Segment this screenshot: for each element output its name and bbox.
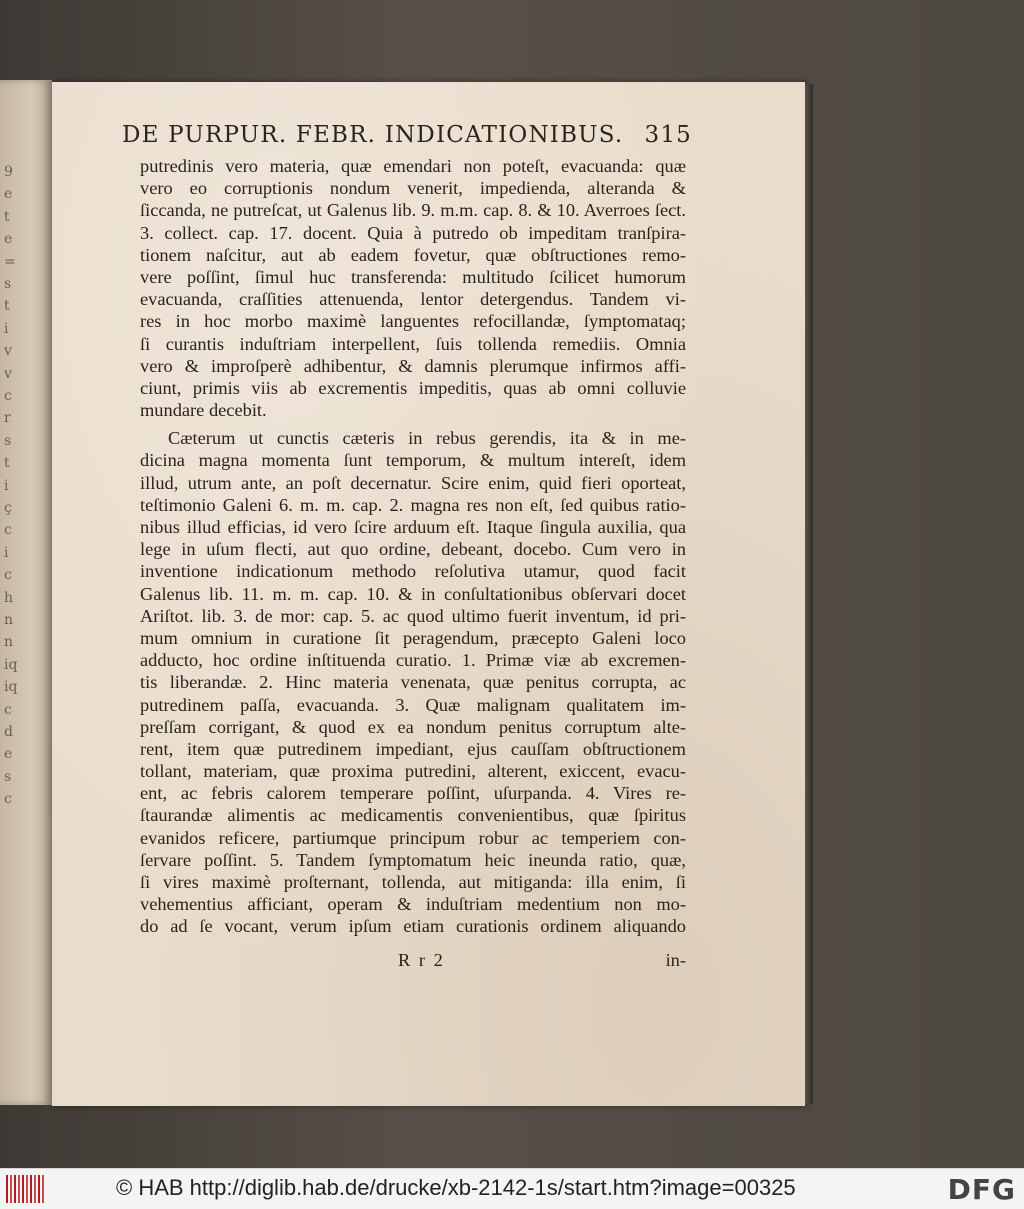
running-title: DE PURPUR. FEBR. INDICATIONIBUS. (122, 122, 624, 148)
facing-page-char: e (4, 746, 13, 763)
facing-page-char: v (4, 365, 12, 382)
text-line: ſtaurandæ alimentis ac medicamentis convenientibus, quæ ſpiritus (140, 805, 686, 826)
facing-page-char: r (4, 410, 11, 427)
facing-page-char: t (4, 455, 10, 472)
catchword: in- (665, 950, 686, 970)
page-footer (140, 950, 686, 974)
credit-link[interactable]: © HAB http://diglib.hab.de/drucke/xb-2142-1s/start.htm?image=00325 (116, 1175, 796, 1200)
text-line: nibus illud efficias, id vero ſcire arduum eſt. Itaque ſingula auxilia, qua (140, 517, 686, 537)
text-line: tis liberandæ. 2. Hinc materia venenata, quæ penitus corrupta, ac (140, 672, 686, 693)
facing-page-char: c (4, 522, 12, 539)
hab-logo-icon (6, 1175, 44, 1203)
facing-page-char: n (4, 612, 14, 628)
facing-page-char: iq (4, 656, 18, 673)
text-line: evanidos reficere, partiumque principum robur ac temperiem con- (140, 827, 686, 848)
facing-page-char: s (4, 768, 12, 785)
text-block (140, 155, 686, 938)
facing-page-char: s (4, 432, 12, 449)
credit-bar (0, 1168, 1024, 1209)
text-line: adducto, hoc ordine inſtituenda curatio. 1. Primæ viæ ab excremen- (140, 650, 686, 671)
page-shadow-edge (805, 84, 813, 1104)
text-line: Ariſtot. lib. 3. de mor: cap. 5. ac quod ultimo fuerit inventum, id pri- (140, 605, 686, 626)
running-header (122, 120, 692, 154)
text-line: vere poſſint, ſimul huc transferenda: multitudo ſcilicet humorum (140, 266, 686, 287)
dfg-logo: DFG (947, 1173, 1016, 1206)
facing-page-char: iq (4, 679, 18, 696)
facing-page-char: v (4, 343, 12, 360)
text-line: ſervare poſſint. 5. Tandem ſymptomatum heic ineunda ratio, quæ, (140, 849, 686, 870)
facing-page-char: n (4, 634, 14, 651)
text-line: mundare decebit. (140, 400, 267, 421)
facing-page-char: c (4, 791, 12, 808)
text-line: ſi curantis induſtriam interpellent, ſuis tollenda remediis. Omnia (140, 333, 686, 354)
text-line: vero eo corruptionis nondum venerit, impedienda, alteranda & (140, 178, 686, 199)
text-line: Galenus lib. 11. m. m. cap. 10. & in conſultationibus obſervari docet (140, 583, 686, 604)
text-line: evacuanda, craſſities attenuenda, lentor detergendus. Tandem vi- (140, 289, 686, 310)
text-line: lege in uſum flecti, aut quo ordine, debeant, docebo. Cum vero in (140, 539, 686, 560)
facing-page-char: ç (4, 500, 12, 516)
facing-page-char: t (4, 298, 10, 315)
text-line: tionem naſcitur, aut ab eadem fovetur, quæ obſtructiones remo- (140, 244, 686, 265)
text-line: do ad ſe vocant, verum ipſum etiam curationis ordinem aliquando (140, 916, 686, 937)
text-line: preſſam corrigant, & quod ex ea nondum penitus corruptum alte- (140, 716, 686, 737)
facing-page-edge (0, 80, 52, 1105)
text-line: 3. collect. cap. 17. docent. Quia à putredo ob impeditam tranſpira- (140, 222, 686, 243)
text-line: ciunt, primis viis ab excrementis impeditis, quas ab omni colluvie (140, 377, 686, 398)
book-page (52, 82, 805, 1106)
text-line: res in hoc morbo maximè languentes refocillandæ, ſymptomataq; (140, 311, 686, 332)
text-line: Cæterum ut cunctis cæteris in rebus gerendis, ita & in me- (168, 428, 686, 449)
facing-page-char: c (4, 388, 12, 404)
facing-page-char: i (4, 320, 9, 337)
text-line: putredinis vero materia, quæ emendari non poteſt, evacuanda: quæ (140, 156, 686, 176)
facing-page-char: e (4, 231, 13, 248)
facing-page-char: i (4, 544, 9, 561)
facing-page-char: t (4, 208, 10, 225)
page-number: 315 (644, 122, 692, 148)
text-line: inventione indicationum methodo reſolutiva utamur, quod facit (140, 561, 686, 582)
facing-page-char: e (4, 186, 13, 203)
facing-page-char: i (4, 477, 9, 494)
text-line: illud, utrum ante, an poſt decernatur. Scire enim, quid fieri oporteat, (140, 472, 686, 493)
text-line: mum omnium in curatione ſit peragendum, præcepto Galeni loco (140, 627, 686, 648)
text-line: ent, ac febris calorem temperare poſſint, uſurpanda. 4. Vires re- (140, 783, 686, 804)
text-line: vero & improſperè adhibentur, & damnis plerumque infirmos affi- (140, 355, 686, 376)
facing-page-char: d (4, 724, 13, 740)
text-line: dicina magna momenta ſunt temporum, & multum intereſt, idem (140, 450, 686, 471)
text-line: rent, item quæ putredinem impediant, ejus cauſſam obſtructionem (140, 738, 686, 759)
text-line: ſiccanda, ne putreſcat, ut Galenus lib. 9. m.m. cap. 8. & 10. Averroes ſect. (140, 200, 686, 221)
facing-page-char: c (4, 701, 12, 718)
text-line: putredinem paſſa, evacuanda. 3. Quæ malignam qualitatem im- (140, 694, 686, 715)
facing-page-char: 9 (4, 164, 13, 180)
text-line: ſi vires maximè proſternant, tollenda, aut mitiganda: illa enim, ſi (140, 872, 686, 892)
text-line: tollant, materiam, quæ proxima putredini, alterent, exiccent, evacu- (140, 761, 686, 782)
text-line: teſtimonio Galeni 6. m. m. cap. 2. magna res non eſt, ſed quibus ratio- (140, 494, 686, 515)
facing-page-char: s (4, 276, 12, 292)
text-line: vehementius afficiant, operam & induſtriam medentium non mo- (140, 894, 686, 915)
facing-page-char: h (4, 589, 14, 606)
facing-page-char: = (4, 253, 16, 270)
signature-mark: R r 2 (398, 950, 445, 970)
facing-page-char: c (4, 567, 12, 584)
